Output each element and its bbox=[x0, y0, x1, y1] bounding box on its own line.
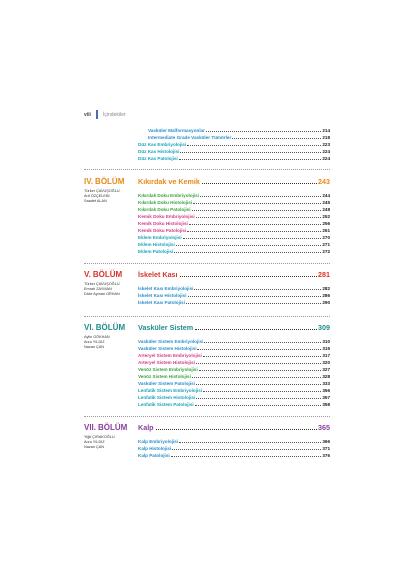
dot-leader bbox=[197, 346, 321, 350]
toc-entry[interactable] bbox=[138, 242, 330, 248]
toc-entry-page: 327 bbox=[322, 367, 330, 372]
toc-entry-title: Arteryel Sistem Histolojisi bbox=[138, 360, 195, 365]
running-header bbox=[84, 112, 126, 118]
section-label: BÖLÜM bbox=[95, 323, 126, 332]
dot-leader bbox=[174, 249, 321, 253]
chapter-page: 365 bbox=[318, 423, 330, 432]
dot-leader bbox=[189, 221, 322, 225]
dot-leader bbox=[180, 272, 317, 277]
section-number: VII. bbox=[84, 423, 97, 432]
toc-entry-title: Vasküler Sistem Embriyolojisi bbox=[138, 339, 204, 344]
section-divider bbox=[84, 169, 330, 170]
toc-entry-title: Arteryel Sistem Embriyolojisi bbox=[138, 353, 202, 358]
dot-leader bbox=[206, 128, 321, 132]
toc-entry-title: Kalp Embriyolojisi bbox=[138, 439, 179, 444]
dot-leader bbox=[203, 353, 322, 357]
toc-entry-title: Eklem Patolojisi bbox=[138, 249, 174, 254]
toc-entry[interactable] bbox=[138, 228, 330, 234]
toc-entry[interactable] bbox=[138, 367, 330, 373]
author-name: Emrah ZAYMAN bbox=[84, 287, 112, 292]
author-name: Nazan ÇAN bbox=[84, 445, 105, 450]
chapter-title: Kalp bbox=[138, 423, 154, 432]
toc-entry[interactable] bbox=[138, 221, 330, 227]
toc-entry-page: 376 bbox=[322, 453, 330, 458]
section-divider bbox=[84, 416, 330, 417]
dot-leader bbox=[192, 207, 322, 211]
dot-leader bbox=[193, 200, 321, 204]
author-name: Arzu YILDIZ bbox=[84, 440, 105, 445]
toc-entry-page: 256 bbox=[322, 221, 330, 226]
toc-entry-title: Eklem Histolojisi bbox=[138, 242, 175, 247]
toc-entry-title: Lenfatik Sistem Patolojisi bbox=[138, 402, 194, 407]
toc-entry-page: 317 bbox=[322, 353, 330, 358]
toc-entry[interactable] bbox=[138, 395, 330, 401]
toc-entry-title: Eklem Embriyolojisi bbox=[138, 235, 182, 240]
toc-entry[interactable] bbox=[148, 128, 330, 134]
section-number: IV. bbox=[84, 177, 94, 186]
dot-leader bbox=[203, 388, 321, 392]
toc-entry[interactable] bbox=[138, 149, 330, 155]
dot-leader bbox=[180, 149, 321, 153]
toc-entry-title: İskelet Kası Embriyolojisi bbox=[138, 286, 194, 291]
toc-entry-title: Intermediate Grade Vasküler Tümörler bbox=[148, 135, 232, 140]
toc-entry-title: Kalp Patolojisi bbox=[138, 453, 170, 458]
author-name: Türker ÇAVUŞOĞLU bbox=[84, 282, 120, 286]
toc-entry-title: İskelet Kası Patolojisi bbox=[138, 300, 185, 305]
header-divider bbox=[96, 110, 98, 119]
toc-entry-title: Kemik Doku Embriyolojisi bbox=[138, 214, 195, 219]
author-name: Saadet ALAN bbox=[84, 199, 107, 204]
author-name: Arzu YILDIZ bbox=[84, 340, 105, 345]
toc-entry-page: 328 bbox=[322, 374, 330, 379]
toc-entry[interactable] bbox=[138, 388, 330, 394]
toc-entry-page: 366 bbox=[322, 439, 330, 444]
section-divider bbox=[84, 316, 330, 317]
dot-leader bbox=[156, 425, 317, 430]
dot-leader bbox=[196, 214, 322, 218]
toc-entry-title: Kıkırdak Doku Patolojisi bbox=[138, 207, 191, 212]
section-divider bbox=[84, 263, 330, 264]
author-name: Dicle Ayman ORHAN bbox=[84, 292, 120, 297]
toc-entry-title: Venöz Sistem Histolojisi bbox=[138, 374, 191, 379]
section-label: BÖLÜM bbox=[98, 423, 128, 432]
dot-leader bbox=[192, 374, 321, 378]
section-heading bbox=[84, 423, 127, 432]
dot-leader bbox=[187, 228, 321, 232]
author-name: Türker ÇAVUŞOĞLU bbox=[84, 189, 120, 193]
chapter-page: 309 bbox=[318, 323, 330, 332]
dot-leader bbox=[171, 453, 322, 457]
section-authors bbox=[84, 282, 120, 298]
toc-entry[interactable] bbox=[138, 300, 330, 306]
toc-entry-title: Düz Kas Histolojisi bbox=[138, 149, 180, 154]
dot-leader bbox=[232, 135, 321, 139]
dot-leader bbox=[195, 402, 322, 406]
section-authors bbox=[84, 335, 110, 351]
toc-entry-page: 315 bbox=[322, 346, 330, 351]
toc-entry-page: 272 bbox=[322, 249, 330, 254]
toc-entry-page: 290 bbox=[322, 300, 330, 305]
toc-entry[interactable] bbox=[138, 346, 330, 352]
toc-entry[interactable] bbox=[138, 249, 330, 255]
section-authors bbox=[84, 189, 120, 205]
toc-entry[interactable] bbox=[138, 439, 330, 445]
toc-entry-page: 356 bbox=[322, 388, 330, 393]
dot-leader bbox=[194, 286, 321, 290]
author-name: Arif ÖZÇELEBİ bbox=[84, 194, 110, 199]
dot-leader bbox=[196, 395, 321, 399]
toc-entry-page: 214 bbox=[322, 128, 330, 133]
toc-entry[interactable] bbox=[138, 235, 330, 241]
toc-entry-page: 286 bbox=[322, 293, 330, 298]
toc-entry-title: Kemik Doku Patolojisi bbox=[138, 228, 187, 233]
toc-entry-title: İskelet Kası Histolojisi bbox=[138, 293, 187, 298]
toc-entry[interactable] bbox=[138, 339, 330, 345]
chapter-title: Vasküler Sistem bbox=[138, 323, 194, 332]
toc-entry-title: Kıkırdak Doku Histolojisi bbox=[138, 200, 193, 205]
toc-entry-page: 248 bbox=[322, 207, 330, 212]
toc-entry-title: Düz Kas Patolojisi bbox=[138, 156, 178, 161]
toc-entry-page: 271 bbox=[322, 242, 330, 247]
chapter-title: Kıkırdak ve Kemik bbox=[138, 177, 200, 186]
toc-entry-page: 224 bbox=[322, 156, 330, 161]
toc-entry-page: 252 bbox=[322, 214, 330, 219]
author-name: Aylin GÖKHAN bbox=[84, 335, 110, 339]
toc-entry-title: Vasküler Sistem Histolojisi bbox=[138, 346, 197, 351]
toc-entry-page: 218 bbox=[322, 135, 330, 140]
toc-entry-title: Venöz Sistem Embriyolojisi bbox=[138, 367, 198, 372]
toc-entry[interactable] bbox=[138, 353, 330, 359]
toc-entry-page: 244 bbox=[322, 193, 330, 198]
section-number: V. bbox=[84, 270, 91, 279]
dot-leader bbox=[202, 179, 317, 184]
chapter-page: 243 bbox=[318, 177, 330, 186]
dot-leader bbox=[183, 235, 322, 239]
chapter-heading[interactable] bbox=[138, 423, 330, 432]
dot-leader bbox=[176, 242, 322, 246]
toc-entry-page: 245 bbox=[322, 200, 330, 205]
toc-entry-page: 223 bbox=[322, 142, 330, 147]
dot-leader bbox=[196, 360, 321, 364]
toc-entry[interactable] bbox=[148, 135, 330, 141]
toc-entry[interactable] bbox=[138, 214, 330, 220]
author-name: Yiğit ÇIRAKOĞLU bbox=[84, 435, 115, 439]
toc-entry-title: Düz Kas Embriyolojisi bbox=[138, 142, 187, 147]
dot-leader bbox=[188, 293, 322, 297]
toc-entry-page: 357 bbox=[322, 395, 330, 400]
chapter-heading[interactable] bbox=[138, 323, 330, 332]
toc-entry-page: 224 bbox=[322, 149, 330, 154]
chapter-heading[interactable] bbox=[138, 270, 330, 279]
section-number: VI. bbox=[84, 323, 94, 332]
toc-entry[interactable] bbox=[138, 402, 330, 408]
toc-entry-page: 282 bbox=[322, 286, 330, 291]
dot-leader bbox=[196, 381, 321, 385]
section-heading bbox=[84, 270, 122, 279]
toc-entry-page: 371 bbox=[322, 446, 330, 451]
page-number: viii bbox=[84, 112, 91, 118]
toc-entry-page: 358 bbox=[322, 402, 330, 407]
dot-leader bbox=[195, 325, 317, 330]
toc-entry[interactable] bbox=[138, 156, 330, 162]
toc-entry-page: 320 bbox=[322, 360, 330, 365]
toc-entry-title: Kalp Histolojisi bbox=[138, 446, 172, 451]
toc-entry-page: 310 bbox=[322, 339, 330, 344]
section-heading bbox=[84, 323, 125, 332]
dot-leader bbox=[172, 446, 321, 450]
toc-entry-title: Lenfatik Sistem Histolojisi bbox=[138, 395, 196, 400]
dot-leader bbox=[179, 156, 322, 160]
toc-entry-page: 270 bbox=[322, 235, 330, 240]
toc-entry[interactable] bbox=[138, 381, 330, 387]
toc-entry[interactable] bbox=[138, 293, 330, 299]
toc-entry[interactable] bbox=[138, 453, 330, 459]
toc-entry-title: Vasküler Malformasyonlar bbox=[148, 128, 205, 133]
toc-entry-title: Vasküler Sistem Patolojisi bbox=[138, 381, 195, 386]
section-label: BÖLÜM bbox=[95, 177, 125, 186]
dot-leader bbox=[179, 439, 321, 443]
dot-leader bbox=[187, 142, 321, 146]
toc-entry[interactable] bbox=[138, 142, 330, 148]
toc-entry-page: 261 bbox=[322, 228, 330, 233]
chapter-heading[interactable] bbox=[138, 177, 330, 186]
toc-entry-title: Kemik Doku Histolojisi bbox=[138, 221, 188, 226]
section-label: BÖLÜM bbox=[92, 270, 123, 279]
dot-leader bbox=[186, 300, 321, 304]
toc-entry[interactable] bbox=[138, 446, 330, 452]
chapter-title: İskelet Kası bbox=[138, 270, 178, 279]
toc-entry-title: Kıkırdak Doku Embriyolojisi bbox=[138, 193, 200, 198]
dot-leader bbox=[200, 193, 321, 197]
toc-entry[interactable] bbox=[138, 193, 330, 199]
toc-entry[interactable] bbox=[138, 286, 330, 292]
toc-entry[interactable] bbox=[138, 360, 330, 366]
toc-entry[interactable] bbox=[138, 207, 330, 213]
section-authors bbox=[84, 435, 115, 451]
author-name: Nazan ÇAN bbox=[84, 345, 105, 350]
section-heading bbox=[84, 177, 124, 186]
running-title: İçindekiler bbox=[103, 112, 126, 118]
chapter-page: 281 bbox=[318, 270, 330, 279]
toc-entry[interactable] bbox=[138, 374, 330, 380]
toc-entry[interactable] bbox=[138, 200, 330, 206]
toc-entry-title: Lenfatik Sistem Embriyolojisi bbox=[138, 388, 203, 393]
toc-entry-page: 333 bbox=[322, 381, 330, 386]
dot-leader bbox=[204, 339, 321, 343]
dot-leader bbox=[199, 367, 322, 371]
